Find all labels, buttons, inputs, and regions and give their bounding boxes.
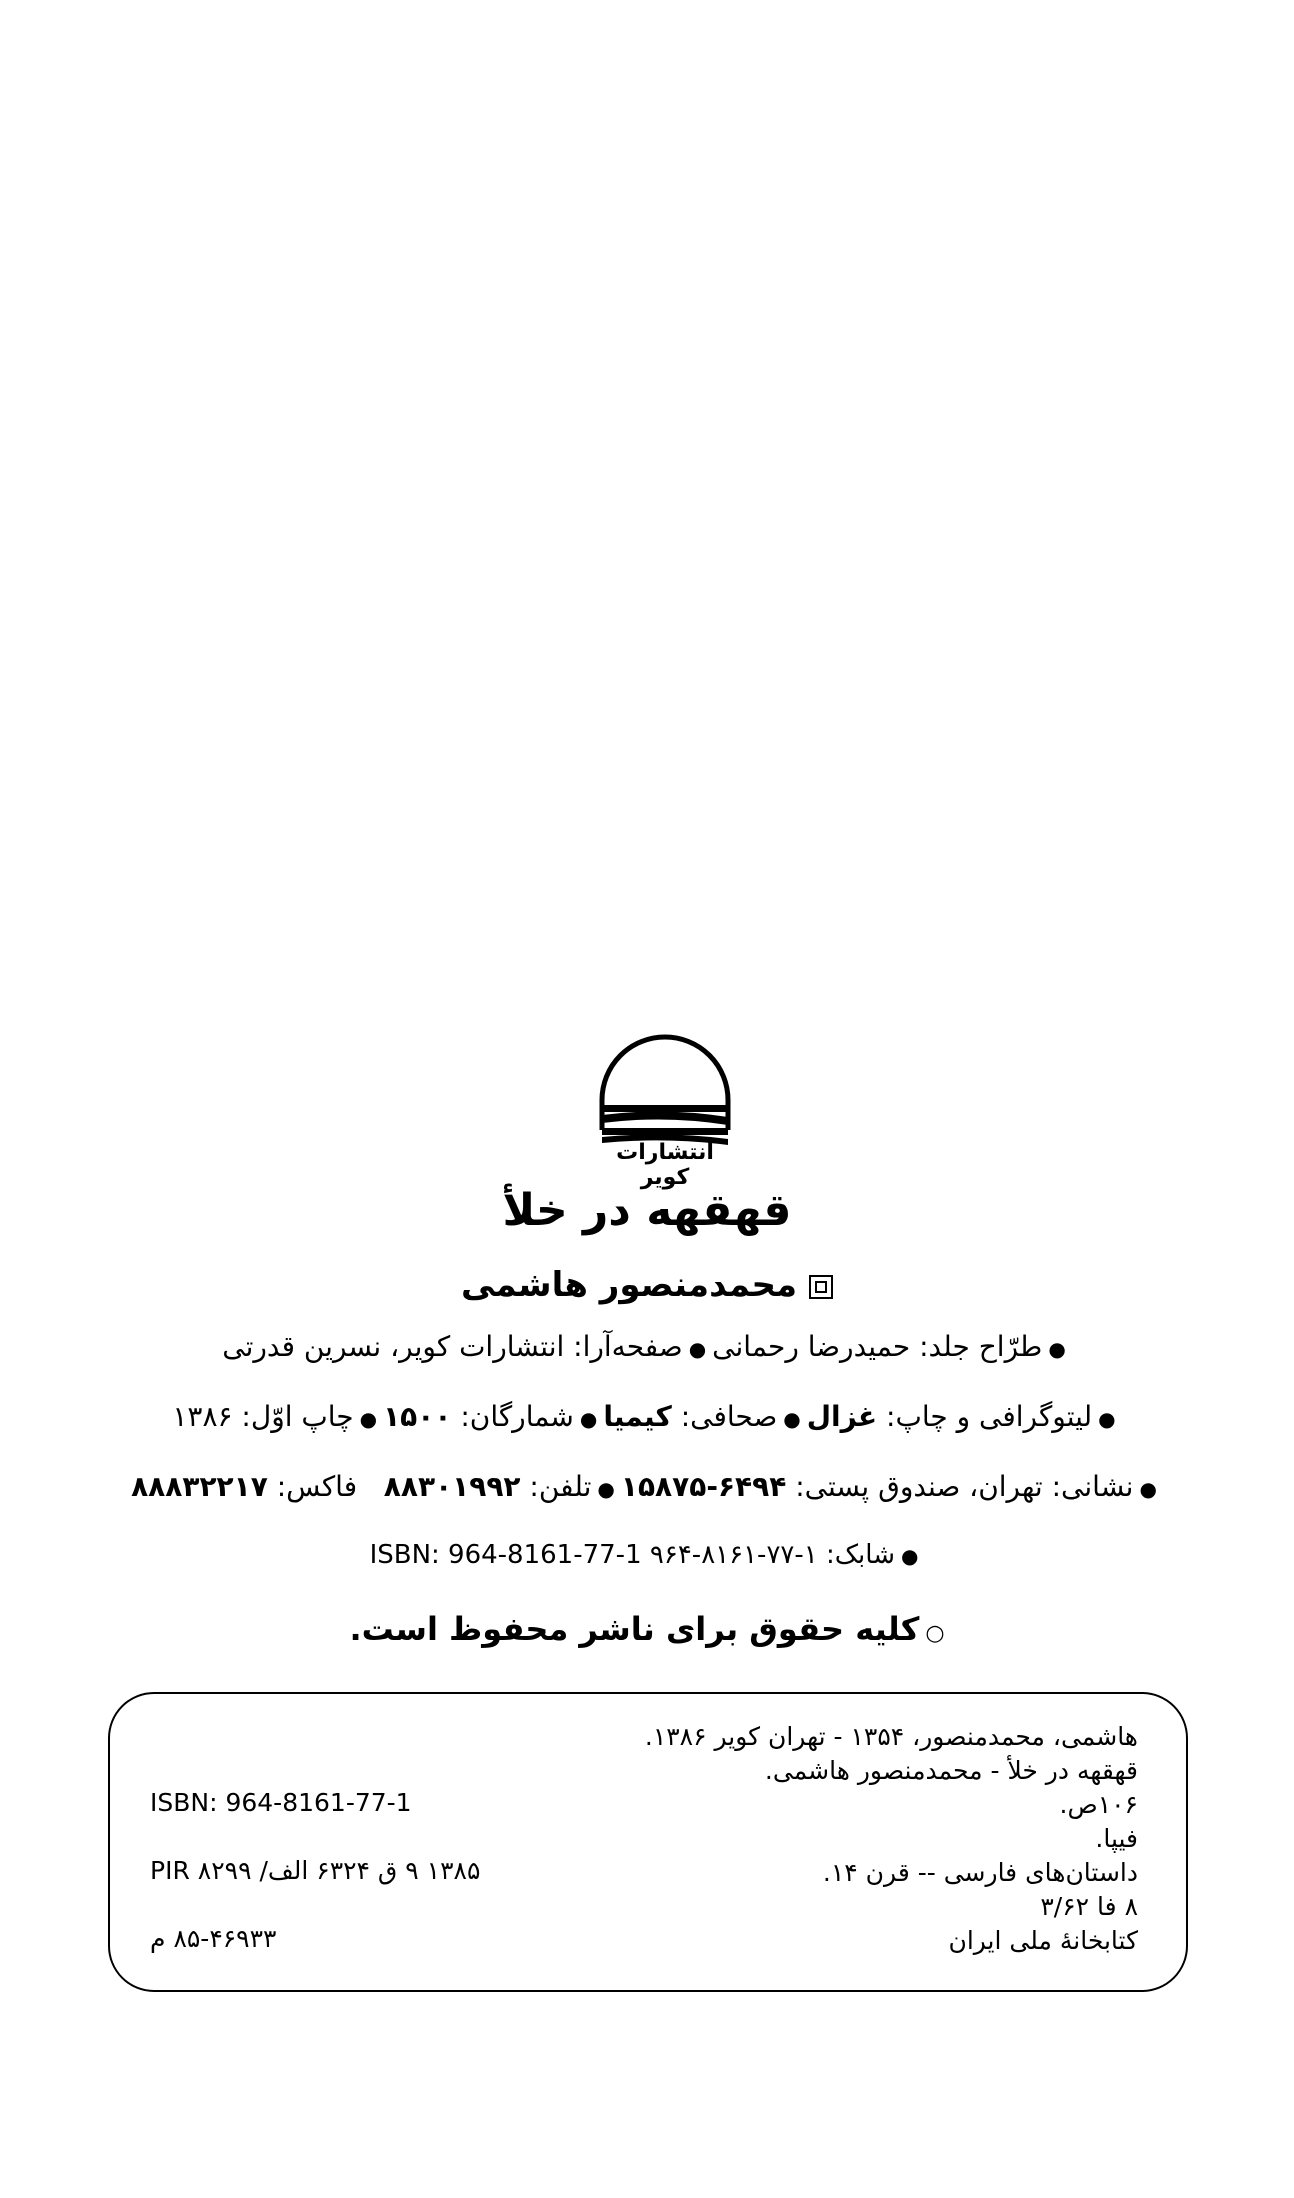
publisher-logo-text: انتشارات کویر <box>616 1140 714 1190</box>
catalog-line-2: قهقهه در خلأ - محمدمنصور هاشمی. <box>764 1756 1138 1785</box>
bullet-icon: ● <box>1098 1407 1116 1431</box>
fax-value: ۸۸۸۳۲۲۱۷ <box>131 1470 268 1503</box>
litho-value: غزال <box>806 1400 878 1433</box>
litho-label: لیتوگرافی و چاپ: <box>886 1400 1093 1433</box>
phone-label: تلفن: <box>529 1470 592 1503</box>
address-line <box>100 1470 1194 1503</box>
bullet-icon: ● <box>1139 1477 1157 1501</box>
circle-icon: ○ <box>925 1621 945 1646</box>
congress-prefix: PIR <box>150 1856 190 1885</box>
author-line <box>100 1265 1194 1305</box>
cataloging-box <box>108 1692 1188 1992</box>
catalog-national-number: ۸۵-۴۶۹۳۳ م <box>150 1924 277 1953</box>
bullet-icon: ● <box>1048 1337 1066 1361</box>
bullet-icon: ● <box>359 1407 378 1431</box>
fax-label: فاکس: <box>276 1470 358 1503</box>
binding-label: صحافی: <box>680 1400 778 1433</box>
bullet-icon: ● <box>597 1477 615 1501</box>
copyright-box-icon <box>809 1275 833 1299</box>
address-label: نشانی: تهران، صندوق پستی: <box>795 1470 1134 1503</box>
bullet-icon: ● <box>783 1407 801 1431</box>
rights-text: کلیه حقوق برای ناشر محفوظ است. <box>349 1610 920 1648</box>
catalog-line-1: هاشمی، محمدمنصور، ۱۳۵۴ - تهران کویر ۱۳۸۶. <box>644 1722 1138 1751</box>
rights-line <box>100 1610 1194 1648</box>
isbn-persian: ۱-۷۷-۸۱۶۱-۹۶۴ <box>649 1540 818 1570</box>
credits-design-line <box>100 1330 1194 1363</box>
author-name: محمدمنصور هاشمی <box>460 1265 798 1305</box>
isbn-latin: ISBN: 964-8161-77-1 <box>369 1540 642 1570</box>
congress-number: ۱۳۸۵ ۹ ق ۶۳۲۴ الف/ ۸۲۹۹ <box>197 1856 481 1885</box>
isbn-line <box>100 1540 1194 1570</box>
catalog-fipa: فیپا. <box>1095 1824 1138 1853</box>
bullet-icon: ● <box>688 1337 707 1361</box>
catalog-pages: ۱۰۶ص. <box>1059 1790 1138 1819</box>
catalog-isbn: ISBN: 964-8161-77-1 <box>150 1788 412 1817</box>
catalog-dewey: ۸ فا ۳/۶۲ <box>1040 1892 1138 1921</box>
edition: چاپ اوّل: ۱۳۸۶ <box>172 1400 354 1433</box>
binding-value: کیمیا <box>603 1400 672 1433</box>
bullet-icon: ● <box>900 1544 919 1568</box>
phone-value: ۸۸۳۰۱۹۹۲ <box>383 1470 521 1503</box>
bullet-icon: ● <box>579 1407 598 1431</box>
layout-designer: صفحه‌آرا: انتشارات کویر، نسرین قدرتی <box>222 1330 683 1363</box>
circulation-label: شمارگان: <box>460 1400 574 1433</box>
cover-designer: طرّاح جلد: حمیدرضا رحمانی <box>712 1330 1043 1363</box>
catalog-congress <box>150 1856 480 1885</box>
isbn-label: شابک: <box>826 1540 895 1570</box>
book-title: قهقهه در خلأ <box>502 1185 792 1236</box>
catalog-library: کتابخانهٔ ملی ایران <box>948 1926 1138 1955</box>
circulation-value: ۱۵۰۰ <box>383 1400 452 1433</box>
address-value: ۶۴۹۴-۱۵۸۷۵ <box>620 1470 787 1503</box>
catalog-subject: داستان‌های فارسی -- قرن ۱۴. <box>822 1858 1138 1887</box>
credits-print-line <box>100 1400 1194 1433</box>
